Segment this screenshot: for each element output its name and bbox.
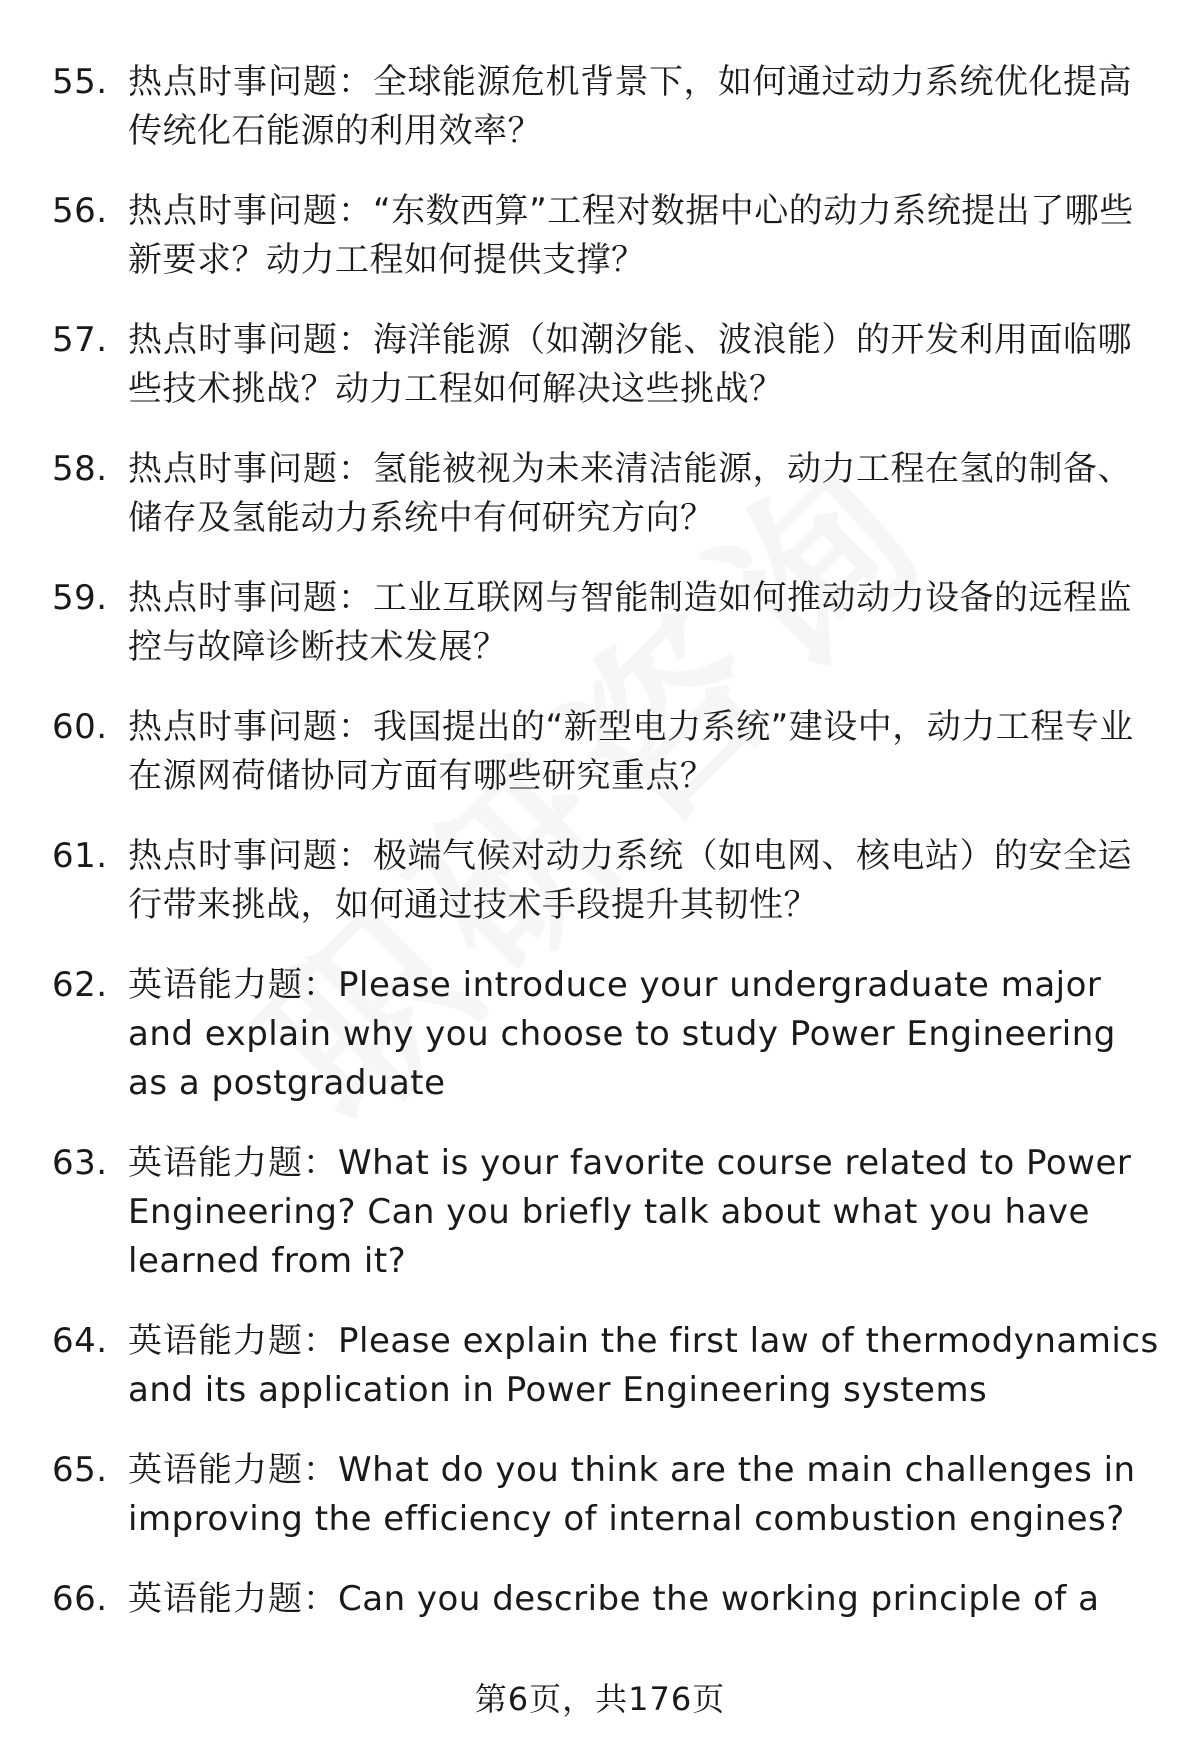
question-number: 57. (52, 320, 108, 360)
question-category: 英语能力题： (128, 1579, 338, 1619)
question-item (52, 58, 1162, 156)
question-category: 热点时事问题： (128, 449, 373, 489)
question-category: 热点时事问题： (128, 191, 373, 231)
question-body (128, 58, 1162, 156)
question-category: 热点时事问题： (128, 62, 373, 102)
question-item (52, 316, 1162, 414)
question-number: 63. (52, 1143, 108, 1183)
question-text: Please explain the first law of thermodynamics and its application in Power Engineering systems (128, 1321, 1159, 1410)
question-body (128, 1139, 1162, 1286)
page-footer: 第6页，共176页 (474, 1680, 726, 1718)
question-text: Can you describe the working principle of a (338, 1579, 1100, 1619)
question-number: 55. (52, 62, 108, 102)
question-category: 英语能力题： (128, 1321, 338, 1361)
question-body (128, 1575, 1162, 1624)
question-item (52, 187, 1162, 285)
question-text: 氢能被视为未来清洁能源，动力工程在氢的制备、储存及氢能动力系统中有何研究方向？ (128, 449, 1132, 538)
question-number: 64. (52, 1321, 108, 1361)
question-text: 我国提出的“新型电力系统”建设中，动力工程专业在源网荷储协同方面有哪些研究重点？ (128, 707, 1134, 796)
question-body (128, 832, 1162, 930)
question-number: 56. (52, 191, 108, 231)
question-item (52, 574, 1162, 672)
question-number: 58. (52, 449, 108, 489)
question-number: 59. (52, 578, 108, 618)
question-item (52, 961, 1162, 1108)
question-category: 热点时事问题： (128, 836, 373, 876)
question-text: 全球能源危机背景下，如何通过动力系统优化提高传统化石能源的利用效率？ (128, 62, 1132, 151)
question-category: 英语能力题： (128, 1450, 338, 1490)
question-text: 极端气候对动力系统（如电网、核电站）的安全运行带来挑战，如何通过技术手段提升其韧性？ (128, 836, 1132, 925)
question-body (128, 187, 1162, 285)
question-list (52, 58, 1162, 1655)
question-category: 热点时事问题： (128, 320, 373, 360)
question-item (52, 1575, 1162, 1624)
question-item (52, 1139, 1162, 1286)
question-text: “东数西算”工程对数据中心的动力系统提出了哪些新要求？动力工程如何提供支撑？ (128, 191, 1134, 280)
question-category: 热点时事问题： (128, 578, 373, 618)
question-text: What do you think are the main challenges in improving the efficiency of internal combustion engines? (128, 1450, 1136, 1539)
question-text: 海洋能源（如潮汐能、波浪能）的开发利用面临哪些技术挑战？动力工程如何解决这些挑战？ (128, 320, 1132, 409)
question-item (52, 703, 1162, 801)
question-number: 65. (52, 1450, 108, 1490)
question-category: 热点时事问题： (128, 707, 373, 747)
question-text: 工业互联网与智能制造如何推动动力设备的远程监控与故障诊断技术发展？ (128, 578, 1132, 667)
question-body (128, 574, 1162, 672)
question-text: Please introduce your undergraduate major and explain why you choose to study Power Engineering as a postgraduate (128, 965, 1116, 1103)
question-number: 66. (52, 1579, 108, 1619)
question-item (52, 1446, 1162, 1544)
question-number: 61. (52, 836, 108, 876)
question-category: 英语能力题： (128, 965, 338, 1005)
question-body (128, 1317, 1162, 1415)
question-category: 英语能力题： (128, 1143, 338, 1183)
question-body (128, 316, 1162, 414)
question-body (128, 1446, 1162, 1544)
question-item (52, 445, 1162, 543)
question-body (128, 961, 1162, 1108)
question-text: What is your favorite course related to Power Engineering? Can you briefly talk about what you have learned from it? (128, 1143, 1132, 1281)
question-body (128, 445, 1162, 543)
question-body (128, 703, 1162, 801)
question-number: 62. (52, 965, 108, 1005)
question-number: 60. (52, 707, 108, 747)
question-item (52, 832, 1162, 930)
question-item (52, 1317, 1162, 1415)
